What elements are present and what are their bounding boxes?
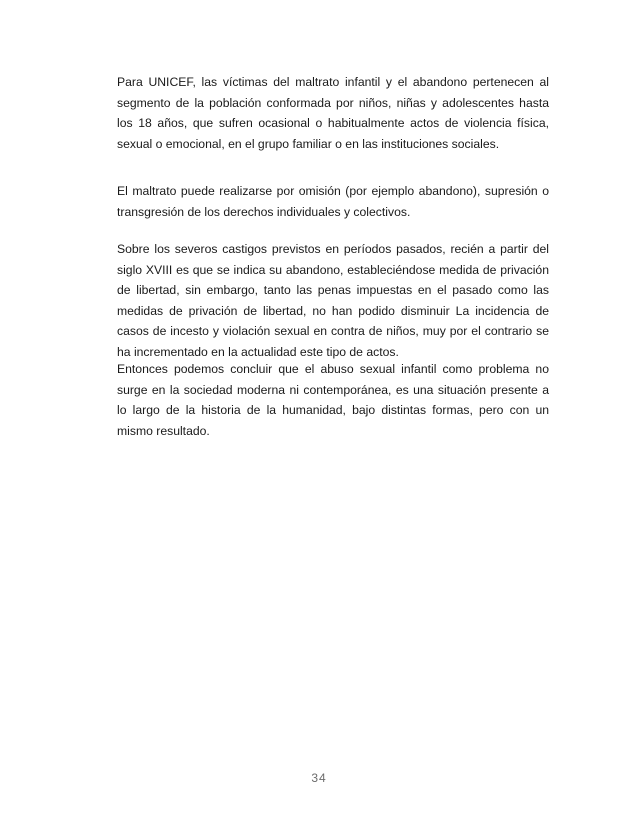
page-number: 34 [311,771,327,785]
paragraph-maltrato-omision: El maltrato puede realizarse por omisión (por ejemplo abandono), supresión o transgresión de los derechos individuales y colectivos. [117,184,549,219]
paragraph-castigos-historicos: Sobre los severos castigos previstos en períodos pasados, recién a partir del siglo XVIII es que se indica su abandono, estableciéndose medida de privación de libertad, sin embargo, tanto las penas impuestas en el pasado como las medidas de privación de libertad, no han podido disminuir La incidencia de casos de incesto y violación sexual en contra de niños, muy por el contrario se ha incrementado en la actualidad este tipo de actos. [117,242,549,359]
paragraph-unicef-definition: Para UNICEF, las víctimas del maltrato infantil y el abandono pertenecen al segmento de la población conformada por niños, niñas y adolescentes hasta los 18 años, que sufren ocasional o habitualmente actos de violencia física, sexual o emocional, en el grupo familiar o en las instituciones sociales. [117,75,549,151]
paragraph-conclusion: Entonces podemos concluir que el abuso sexual infantil como problema no surge en la sociedad moderna ni contemporánea, es una situación presente a lo largo de la historia de la humanidad, bajo distintas formas, pero con un mismo resultado. [117,362,549,438]
